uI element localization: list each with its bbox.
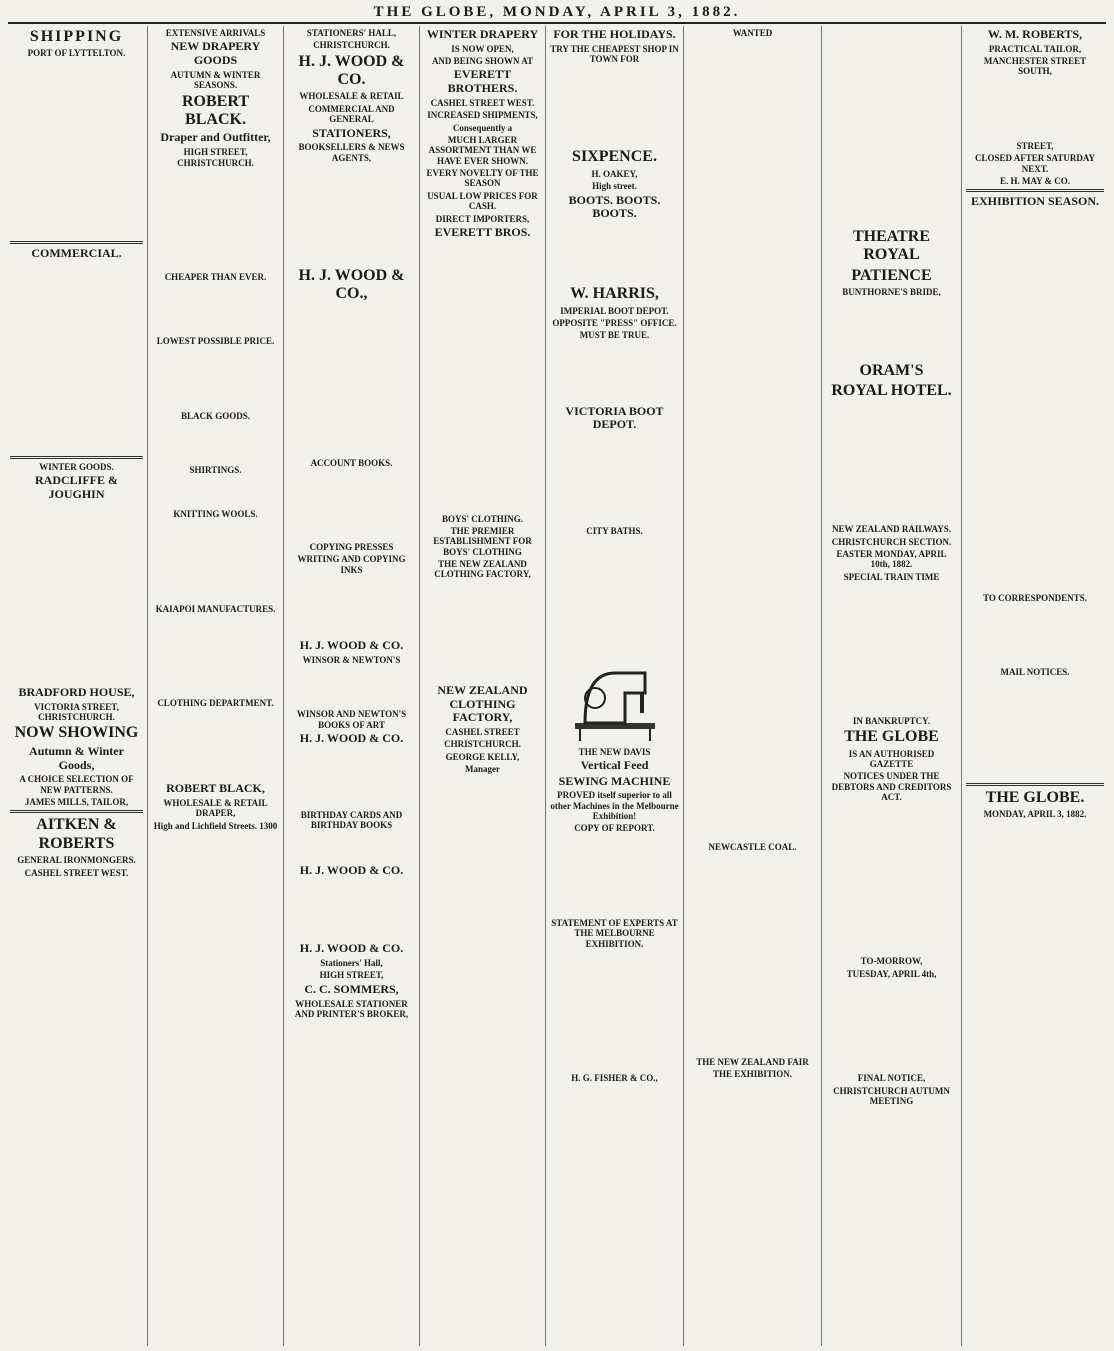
column-2 bbox=[148, 26, 284, 1346]
account-books-body bbox=[288, 470, 415, 540]
proved-text: PROVED itself superior to all other Machines in the Melbourne Exhibition! bbox=[550, 790, 679, 822]
bunthorne: BUNTHORNE'S BRIDE, bbox=[842, 287, 941, 298]
clothing-heading: CLOTHING DEPARTMENT. bbox=[157, 697, 274, 708]
clothing-body bbox=[152, 710, 279, 780]
now-open: IS NOW OPEN, bbox=[451, 43, 514, 54]
hj-wood-body-5 bbox=[288, 880, 415, 940]
davis-heading: THE NEW DAVIS bbox=[578, 746, 651, 757]
divider bbox=[10, 241, 143, 244]
black-goods-body bbox=[152, 423, 279, 463]
autumn-heading: Autumn & Winter Goods, bbox=[29, 743, 124, 772]
winsor-books: WINSOR AND NEWTON'S BOOKS OF ART bbox=[296, 709, 407, 730]
booksellers-label: BOOKSELLERS & NEWS AGENTS, bbox=[298, 142, 405, 163]
notices-body bbox=[826, 804, 957, 954]
christchurch-3: CHRISTCHURCH. bbox=[444, 739, 521, 750]
lowest-body bbox=[152, 349, 279, 409]
hj-wood-heading-4: H. J. WOOD & CO. bbox=[299, 730, 404, 745]
writing-inks-body bbox=[288, 577, 415, 637]
wanted-heading: WANTED bbox=[732, 28, 773, 38]
stationers-hall-2: Stationers' Hall, bbox=[320, 958, 383, 969]
colombo-street: STREET, bbox=[1016, 140, 1054, 151]
shipping-heading: SHIPPING bbox=[29, 28, 124, 45]
cashel-heading: CASHEL STREET WEST. bbox=[24, 867, 129, 878]
bradford-address: VICTORIA STREET, CHRISTCHURCH. bbox=[34, 701, 119, 723]
editorial-body bbox=[966, 821, 1104, 1121]
column-1 bbox=[6, 26, 148, 1346]
sewing-machine-icon bbox=[565, 653, 665, 743]
cashel-st: CASHEL STREET WEST. bbox=[430, 98, 535, 109]
everett-heading: EVERETT BROTHERS. bbox=[447, 67, 518, 96]
winsor-body bbox=[288, 667, 415, 707]
nz-railways: NEW ZEALAND RAILWAYS. bbox=[832, 524, 951, 535]
winter-drapery-heading: WINTER DRAPERY bbox=[426, 27, 539, 41]
manchester-street: MANCHESTER STREET SOUTH, bbox=[983, 56, 1087, 77]
cheapest-body bbox=[550, 66, 679, 146]
high-st-label: High street. bbox=[592, 181, 637, 192]
imperial-depot: IMPERIAL BOOT DEPOT. bbox=[560, 305, 669, 316]
newspaper-columns bbox=[6, 26, 1108, 1346]
shirtings-body bbox=[152, 477, 279, 507]
nz-factory: NEW ZEALAND CLOTHING FACTORY, bbox=[437, 682, 528, 725]
may-name: E. H. MAY & CO. bbox=[999, 175, 1071, 186]
oakey-name: H. OAKEY, bbox=[591, 168, 638, 179]
usual-prices: USUAL LOW PRICES FOR CASH. bbox=[427, 190, 538, 212]
cheaper-body bbox=[152, 284, 279, 334]
christchurch-label: CHRISTCHURCH. bbox=[313, 40, 390, 51]
commercial-heading: COMMERCIAL. bbox=[31, 246, 122, 261]
radcliffe-heading: RADCLIFFE & JOUGHIN bbox=[35, 473, 118, 502]
victoria-boot: VICTORIA BOOT DEPOT. bbox=[565, 403, 664, 432]
orams-heading: ORAM'S bbox=[859, 361, 924, 379]
hj-wood-heading-3: H. J. WOOD & CO. bbox=[299, 638, 404, 653]
increased-heading: INCREASED SHIPMENTS, bbox=[427, 110, 538, 121]
commercial-general: COMMERCIAL AND GENERAL bbox=[308, 103, 395, 125]
patience-heading: PATIENCE bbox=[851, 266, 932, 284]
sommers-heading: C. C. SOMMERS, bbox=[304, 981, 399, 996]
globe-title: THE GLOBE. bbox=[985, 788, 1085, 806]
christchurch-section: CHRISTCHURCH SECTION. bbox=[831, 536, 952, 547]
copying-heading: COPYING PRESSES bbox=[309, 542, 394, 553]
high-street: HIGH STREET, CHRISTCHURCH. bbox=[177, 147, 254, 168]
sixpence-heading: SIXPENCE. bbox=[572, 148, 657, 166]
robert-black-2: ROBERT BLACK, bbox=[166, 781, 265, 796]
lichfield: High and Lichfield Streets. 1300 bbox=[153, 820, 278, 831]
consequently: Consequently a bbox=[452, 122, 513, 133]
hj-wood-body-2 bbox=[288, 306, 415, 456]
column-3 bbox=[284, 26, 420, 1346]
shirtings-heading: SHIRTINGS. bbox=[189, 464, 242, 475]
statement-body bbox=[550, 951, 679, 1071]
birthday-body bbox=[288, 832, 415, 862]
hj-wood-body bbox=[288, 165, 415, 265]
knitting-body bbox=[152, 522, 279, 602]
tuesday: TUESDAY, APRIL 4th, bbox=[846, 968, 937, 979]
railway-body bbox=[826, 584, 957, 714]
divider bbox=[966, 783, 1104, 786]
holidays-heading: FOR THE HOLIDAYS. bbox=[553, 27, 676, 41]
column-8 bbox=[962, 26, 1108, 1346]
exhibition-heading: THE EXHIBITION. bbox=[712, 1069, 793, 1080]
lowest-heading: LOWEST POSSIBLE PRICE. bbox=[156, 336, 275, 347]
larger-assortment: MUCH LARGER ASSORTMENT THAN WE HAVE EVER SHOWN. bbox=[428, 135, 537, 166]
notices-heading: NOTICES UNDER THE DEBTORS AND CREDITORS ACT. bbox=[831, 771, 952, 803]
mail-heading: MAIL NOTICES. bbox=[1000, 667, 1070, 678]
winter-goods-heading: WINTER GOODS. bbox=[39, 461, 114, 472]
everett-bros: EVERETT BROS. bbox=[434, 224, 531, 239]
tomorrow: TO-MORROW, bbox=[860, 956, 923, 967]
correspondents-heading: TO CORRESPONDENTS. bbox=[983, 593, 1087, 603]
black-goods-heading: BLACK GOODS. bbox=[180, 410, 250, 421]
exhibition-body bbox=[966, 211, 1104, 591]
masthead: THE GLOBE, MONDAY, APRIL 3, 1882. bbox=[8, 2, 1106, 24]
saturday-notice: CLOSED AFTER SATURDAY NEXT. bbox=[974, 153, 1096, 174]
special-train: SPECIAL TRAIN TIME bbox=[843, 571, 940, 582]
exhibition-season: EXHIBITION SEASON. bbox=[970, 194, 1100, 209]
cheapest-heading: TRY THE CHEAPEST SHOP IN TOWN FOR bbox=[550, 43, 679, 65]
stationers-label: STATIONERS, bbox=[312, 125, 391, 140]
boots-body bbox=[550, 223, 679, 283]
statement-heading: STATEMENT OF EXPERTS AT THE MELBOURNE EXHIBITION. bbox=[551, 917, 678, 949]
vertical-feed: Vertical Feed bbox=[580, 757, 649, 772]
nz-clothing: THE NEW ZEALAND CLOTHING FACTORY, bbox=[434, 559, 531, 580]
fisher-name: H. G. FISHER & CO., bbox=[571, 1072, 658, 1083]
shipping-text bbox=[10, 61, 143, 68]
easter-monday: EASTER MONDAY, APRIL 10th, 1882. bbox=[836, 548, 947, 570]
account-books-heading: ACCOUNT BOOKS. bbox=[310, 457, 393, 468]
hj-wood-heading: H. J. WOOD & CO. bbox=[298, 52, 405, 89]
cashel-st-2: CASHEL STREET bbox=[445, 727, 520, 738]
wholesale-stationer: WHOLESALE STATIONER AND PRINTER'S BROKER, bbox=[294, 998, 409, 1019]
column-7 bbox=[822, 26, 962, 1346]
boys-heading: BOYS' CLOTHING. bbox=[441, 513, 524, 524]
boys-body bbox=[424, 582, 541, 682]
new-drapery-heading: NEW DRAPERY GOODS bbox=[170, 39, 261, 68]
every-novelty: EVERY NOVELTY OF THE SEASON bbox=[426, 168, 539, 189]
ironmongers-heading: GENERAL IRONMONGERS. bbox=[17, 855, 136, 866]
autumn-seasons: AUTUMN & WINTER SEASONS. bbox=[170, 69, 261, 91]
boots-heading: BOOTS. BOOTS. BOOTS. bbox=[568, 192, 661, 221]
wholesale-retail: WHOLESALE & RETAIL bbox=[299, 91, 404, 102]
victoria-boot-body bbox=[550, 434, 679, 524]
robert-black-heading: ROBERT BLACK. bbox=[181, 92, 249, 129]
selection-text: A CHOICE SELECTION OF NEW PATTERNS. bbox=[19, 774, 134, 795]
knitting-heading: KNITTING WOOLS. bbox=[173, 509, 258, 520]
stationers-hall-heading: STATIONERS' HALL, bbox=[306, 28, 397, 38]
copy-report: COPY OF REPORT. bbox=[574, 823, 655, 834]
roberts-heading: W. M. ROBERTS, bbox=[987, 27, 1083, 41]
aitken-heading: AITKEN & ROBERTS bbox=[36, 816, 117, 852]
mail-body bbox=[966, 680, 1104, 780]
royal-hotel-heading: ROYAL HOTEL. bbox=[831, 381, 952, 399]
theatre-body bbox=[826, 300, 957, 360]
kelly-name: GEORGE KELLY, bbox=[445, 751, 520, 762]
premier-heading: THE PREMIER ESTABLISHMENT FOR BOYS' CLOTHING bbox=[433, 526, 532, 557]
cheaper-heading: CHEAPER THAN EVER. bbox=[164, 271, 267, 282]
sewing-heading: SEWING MACHINE bbox=[558, 773, 671, 788]
bankruptcy: IN BANKRUPTCY. bbox=[852, 716, 931, 727]
racing-heading: CHRISTCHURCH AUTUMN MEETING bbox=[833, 1085, 950, 1106]
practical-tailor: PRACTICAL TAILOR, bbox=[988, 43, 1082, 54]
hj-wood-heading-5: H. J. WOOD & CO. bbox=[299, 863, 404, 878]
wanted-continued bbox=[826, 26, 957, 226]
globe-date: MONDAY, APRIL 3, 1882. bbox=[983, 809, 1087, 820]
draper-heading: Draper and Outfitter, bbox=[160, 130, 271, 145]
auction-body bbox=[826, 981, 957, 1071]
tailor-text: JAMES MILLS, TAILOR, bbox=[24, 797, 129, 808]
spacer bbox=[424, 242, 541, 512]
now-showing: NOW SHOWING bbox=[14, 724, 139, 742]
port-heading: PORT OF LYTTELTON. bbox=[27, 48, 126, 59]
newcastle-heading: NEWCASTLE COAL. bbox=[708, 842, 797, 853]
shown-at: AND BEING SHOWN AT bbox=[431, 56, 534, 67]
hj-wood-body-4 bbox=[288, 748, 415, 808]
bradford-heading: BRADFORD HOUSE, bbox=[18, 684, 135, 699]
shipping-body bbox=[10, 68, 143, 238]
column-4 bbox=[420, 26, 546, 1346]
manager-label: Manager bbox=[465, 764, 500, 775]
robert-black-body bbox=[152, 170, 279, 270]
wholesale-draper: WHOLESALE & RETAIL DRAPER, bbox=[163, 798, 268, 819]
authorised-gazette: IS AN AUTHORISED GAZETTE bbox=[848, 748, 935, 770]
commercial-body bbox=[10, 263, 143, 453]
column-5 bbox=[546, 26, 684, 1346]
kaiapoi-body bbox=[152, 616, 279, 696]
hj-wood-heading-6: H. J. WOOD & CO. bbox=[299, 941, 404, 956]
direct-importers: DIRECT IMPORTERS, bbox=[435, 213, 530, 224]
writing-inks-heading: WRITING AND COPYING INKS bbox=[297, 554, 406, 575]
divider bbox=[966, 189, 1104, 192]
city-baths-body bbox=[550, 539, 679, 649]
radcliffe-body bbox=[10, 504, 143, 684]
city-baths: CITY BATHS. bbox=[586, 526, 643, 537]
wanted-body bbox=[688, 40, 817, 840]
divider bbox=[10, 810, 143, 813]
column-6 bbox=[684, 26, 822, 1346]
extensive-heading: EXTENSIVE ARRIVALS bbox=[165, 28, 266, 38]
must-be-true-body bbox=[550, 343, 679, 403]
theatre-heading: THEATRE ROYAL bbox=[852, 228, 931, 264]
harris-heading: W. HARRIS, bbox=[570, 285, 659, 303]
birthday-heading: BIRTHDAY CARDS AND BIRTHDAY BOOKS bbox=[300, 809, 403, 831]
winsor-heading: WINSOR & NEWTON'S bbox=[302, 654, 401, 665]
hj-wood-heading-2: H. J. WOOD & CO., bbox=[298, 266, 405, 303]
must-be-true: MUST BE TRUE. bbox=[579, 330, 650, 341]
divider bbox=[10, 456, 143, 459]
hotel-body bbox=[826, 402, 957, 522]
fair-heading: THE NEW ZEALAND FAIR bbox=[696, 1056, 809, 1067]
high-street-2: HIGH STREET, bbox=[319, 970, 384, 981]
report-body bbox=[550, 836, 679, 916]
opposite-press: OPPOSITE "PRESS" OFFICE. bbox=[552, 317, 677, 328]
kaiapoi-heading: KAIAPOI MANUFACTURES. bbox=[155, 603, 276, 614]
correspondents-body bbox=[966, 605, 1104, 665]
roberts-body bbox=[966, 79, 1104, 139]
newcastle-body bbox=[688, 855, 817, 1055]
globe-heading: THE GLOBE bbox=[844, 728, 939, 746]
final-notice: FINAL NOTICE, bbox=[857, 1073, 926, 1084]
